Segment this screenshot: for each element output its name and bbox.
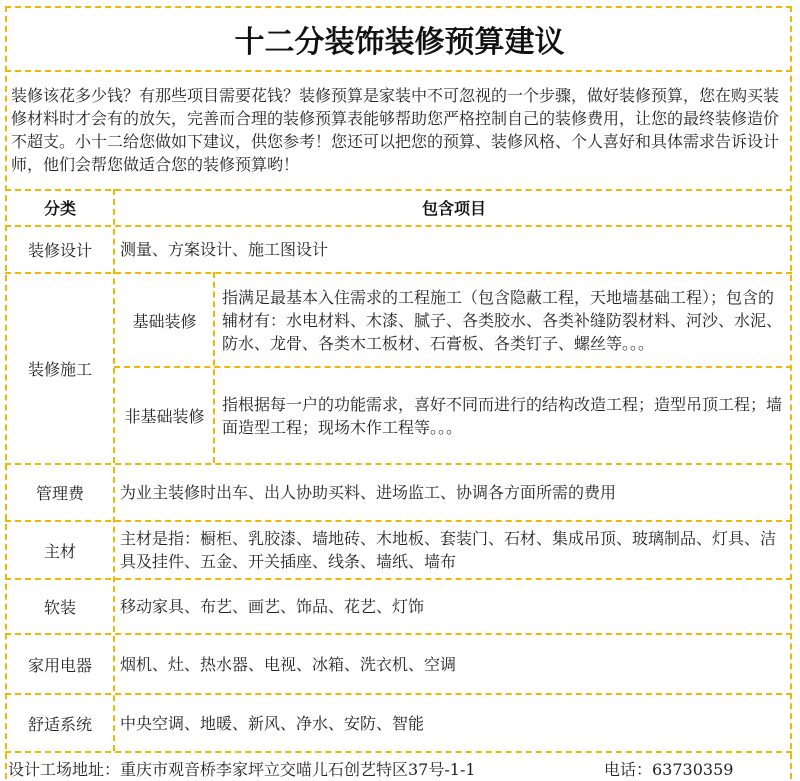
- category-comfort: 舒适系统: [27, 714, 92, 734]
- items-management: 为业主装修时出车、出人协助买料、进场监工、协调各方面所需的费用: [120, 483, 617, 502]
- items-nonbasic: 指根据每一户的功能需求，喜好不同而进行的结构改造工程；造型吊顶工程；墙面造型工程；现场木作工程等。。。: [222, 394, 783, 437]
- page-title: 十二分装饰装修预算建议: [234, 25, 565, 60]
- category-appliances: 家用电器: [27, 655, 92, 675]
- category-management: 管理费: [35, 484, 84, 503]
- category-main-material: 主材: [43, 541, 76, 561]
- subcategory-basic: 基础装修: [132, 311, 197, 331]
- category-soft: 软装: [43, 598, 76, 617]
- divider-title: [5, 70, 792, 72]
- header-category: 分类: [43, 198, 76, 218]
- intro-paragraph: 装修该花多少钱？有那些项目需要花钱？装修预算是家装中不可忽视的一个步骤，做好装修预算，您在购买装修材料时才会有的放矢，完善而合理的装修预算表能够帮助您严格控制自己的装修费用，让您的最终装修造价不超支。小十二给您做如下建议，供您参考！您还可以把您的预算、装修风格、个人喜好和具体需求告诉设计师，他们会帮您做适合您的装修预算哟！: [11, 86, 780, 174]
- items-soft: 移动家具、布艺、画艺、饰品、花艺、灯饰: [120, 597, 425, 616]
- divider-column: [113, 189, 115, 751]
- divider-subcolumn: [213, 272, 215, 463]
- category-design: 装修设计: [27, 241, 92, 260]
- items-basic: 指满足最基本入住需求的工程施工（包含隐蔽工程，天地墙基础工程）；包含的辅材有：水电材料、木漆、腻子、各类胶水、各类补缝防裂材料、河沙、水泥、防水、龙骨、各类木工板材、石膏板、各类钉子、螺丝等。。。: [222, 287, 783, 353]
- items-appliances: 烟机、灶、热水器、电视、冰箱、洗衣机、空调: [120, 654, 457, 674]
- divider-comfort: [5, 751, 792, 753]
- subcategory-nonbasic: 非基础装修: [124, 407, 205, 426]
- items-comfort: 中央空调、地暖、新风、净水、安防、智能: [120, 713, 425, 733]
- items-design: 测量、方案设计、施工图设计: [120, 240, 329, 259]
- header-items: 包含项目: [421, 198, 486, 218]
- items-main-material: 主材是指：橱柜、乳胶漆、墙地砖、木地板、套装门、石材、集成吊顶、玻璃制品、灯具、洁具及挂件、五金、开关插座、线条、墙纸、墙布: [120, 529, 777, 571]
- footer-address: 设计工场地址：重庆市观音桥李家坪立交喵儿石创艺特区37号-1-1: [8, 760, 476, 779]
- category-construction: 装修施工: [27, 360, 92, 379]
- footer-phone: 电话：63730359: [604, 760, 734, 779]
